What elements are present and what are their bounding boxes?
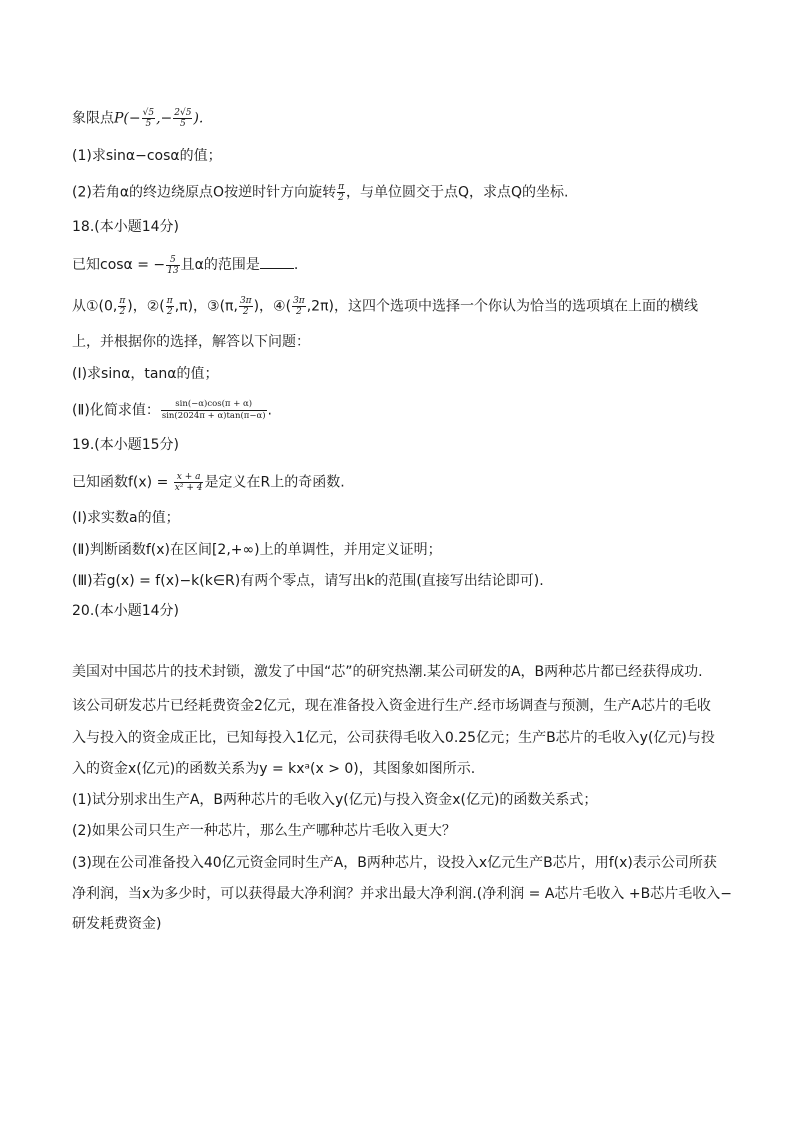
q18-header: 18.(本小题14分) xyxy=(72,219,180,235)
q17-part2-line xyxy=(72,182,734,203)
q18-opt2-fraction xyxy=(166,296,174,317)
q18-part1: (Ⅰ)求sinα，tanα的值； xyxy=(72,366,219,382)
q18-opt2-end: ,π)，③(π, xyxy=(174,298,238,315)
q18-opt1-fraction xyxy=(118,296,126,317)
q18-options-line xyxy=(72,296,734,317)
q18-opt1-num: π xyxy=(119,296,126,306)
q18-opt4-fraction xyxy=(292,296,306,317)
q18-opt1-den: 2 xyxy=(119,307,126,317)
q17-point-y-fraction xyxy=(173,108,192,129)
q18-opt4-den: 2 xyxy=(296,307,302,317)
q19-header: 19.(本小题15分) xyxy=(72,437,180,453)
q17-point-x-fraction xyxy=(142,108,155,129)
q20-part3-line1: (3)现在公司准备投入40亿元资金同时生产A，B两种芯片，设投入x亿元生产B芯片，用f(x)表示公司所获 xyxy=(72,855,717,871)
q18-opt3-den: 2 xyxy=(242,307,249,317)
q17-intro-line xyxy=(72,108,734,129)
q18-opt4-end: ,2π)，这四个选项中选择一个你认为恰当的选项填在上面的横线 xyxy=(306,298,698,315)
q19-condition-line xyxy=(72,472,734,493)
q20-para-line4: 入的资金x(亿元)的函数关系为y = kxᵃ(x > 0)，其图象如图所示. xyxy=(72,761,476,777)
q17-part2-text-a: (2)若角α的终边绕原点O按逆时针方向旋转 xyxy=(72,184,337,201)
q18-opt2-den: 2 xyxy=(166,307,173,317)
q18-cond-text-c: . xyxy=(293,257,299,273)
q17-point-x-num: √5 xyxy=(142,108,155,118)
q17-point-y-num: 2√5 xyxy=(174,108,192,118)
q18-opt4-num: 3π xyxy=(293,296,305,306)
q20-part3-line3: 研发耗费资金) xyxy=(72,916,162,932)
q18-opt3-end: )，④( xyxy=(253,298,292,315)
q19-cond-fraction xyxy=(174,472,204,493)
q18-cond-num: 5 xyxy=(166,255,179,266)
q18-options-line2: 上，并根据你的选择，解答以下问题： xyxy=(72,334,310,350)
q18-opt2-num: π xyxy=(166,296,173,306)
q18-cond-text-a: 已知cosα = − xyxy=(72,257,166,273)
q20-para-line2: 该公司研发芯片已经耗费资金2亿元，现在准备投入资金进行生产.经市场调查与预测，生产A芯片的毛收 xyxy=(72,698,711,714)
q20-para-line3: 入与投入的资金成正比，已知每投入1亿元，公司获得毛收入0.25亿元；生产B芯片的毛收入y(亿元)与投 xyxy=(72,730,715,746)
q18-condition-line xyxy=(72,254,734,276)
q17-point-y-den: 5 xyxy=(180,119,186,129)
q20-part3-line2: 净利润，当x为多少时，可以获得最大净利润？并求出最大净利润.(净利润 = A芯片毛收入 +B芯片毛收入− xyxy=(72,886,732,902)
q17-point-suffix: ). xyxy=(193,110,204,127)
q17-part2-rotation-fraction xyxy=(337,182,345,203)
q20-part1: (1)试分别求出生产A，B两种芯片的毛收入y(亿元)与投入资金x(亿元)的函数关系式； xyxy=(72,792,598,808)
q17-part2-rot-num: π xyxy=(338,182,344,192)
q18-part2-text-b: . xyxy=(267,402,272,419)
q17-part1: (1)求sinα−cosα的值； xyxy=(72,148,222,164)
q18-part2-den: sin(2024π + α)tan(π−α) xyxy=(161,411,266,421)
q20-part2: (2)如果公司只生产一种芯片，那么生产哪种芯片毛收入更大？ xyxy=(72,823,456,839)
q17-point-x-den: 5 xyxy=(145,119,152,129)
q18-opt3-fraction xyxy=(239,296,253,317)
q17-point-prefix: P(− xyxy=(114,110,141,127)
q19-part3: (Ⅲ)若g(x) = f(x)−k(k∈R)有两个零点，请写出k的范围(直接写出结论即可). xyxy=(72,573,544,589)
q18-opt1-end: )，②( xyxy=(127,298,165,315)
q19-part1: (Ⅰ)求实数a的值； xyxy=(72,510,180,526)
q19-cond-num: x + a xyxy=(174,472,204,483)
q20-header: 20.(本小题14分) xyxy=(72,603,180,619)
q18-opt3-num: 3π xyxy=(239,296,252,306)
q19-cond-text-a: 已知函数f(x) = xyxy=(72,474,173,491)
q17-part2-rot-den: 2 xyxy=(338,193,344,203)
q18-part2-text-a: (Ⅱ)化简求值： xyxy=(72,402,160,419)
q19-cond-den: x² + 4 xyxy=(174,483,203,493)
q20-para-line1: 美国对中国芯片的技术封锁，激发了中国“芯”的研究热潮.某公司研发的A，B两种芯片都已经获得成功. xyxy=(72,664,703,680)
q17-point-sep: ,− xyxy=(156,110,173,127)
q17-intro-text: 象限点 xyxy=(72,110,114,127)
answer-blank[interactable] xyxy=(260,254,294,269)
q19-part2: (Ⅱ)判断函数f(x)在区间[2,+∞)上的单调性，并用定义证明； xyxy=(72,542,442,558)
q18-cond-fraction xyxy=(166,255,179,276)
q18-cond-text-b: 且α的范围是 xyxy=(180,257,260,273)
q18-cond-den: 13 xyxy=(167,265,179,276)
q17-part2-text-b: ，与单位圆交于点Q，求点Q的坐标. xyxy=(346,184,569,201)
q18-part2-fraction xyxy=(161,399,267,422)
q19-cond-text-b: 是定义在R上的奇函数. xyxy=(204,474,345,491)
q18-part2-num: sin(−α)cos(π + α) xyxy=(161,399,267,411)
q18-opt-intro: 从①(0, xyxy=(72,298,118,315)
q18-part2-line xyxy=(72,399,734,422)
